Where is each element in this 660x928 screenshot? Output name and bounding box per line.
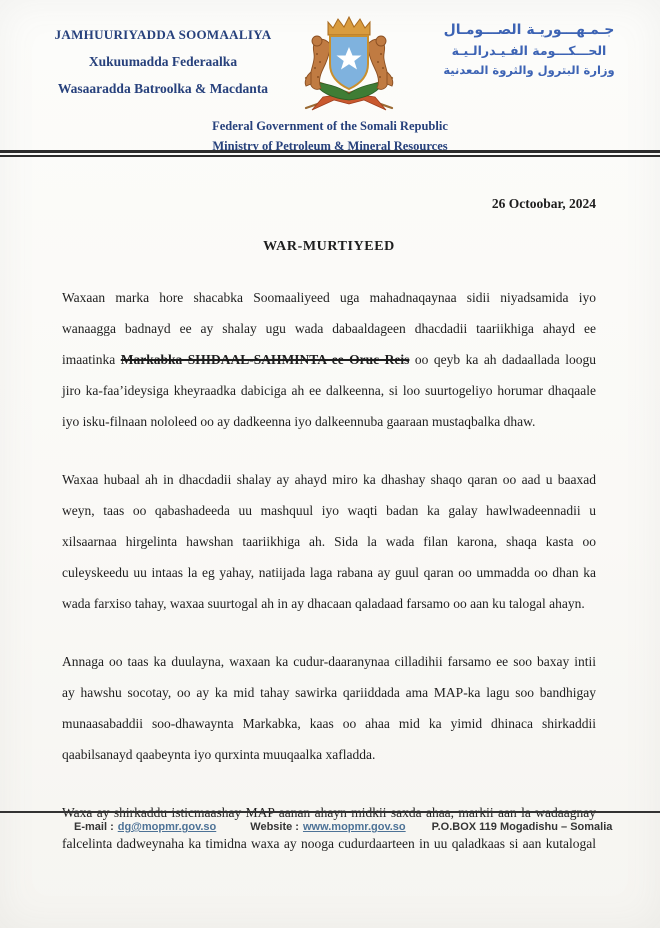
- body-line: jiro ka-faa’ideysiga kheyraadka dabiciga ah ee dalkeenna, si loo suurtogeliyo horumar dhaqaale: [62, 383, 596, 398]
- body-line: wanaagga badnayd ee ay shalay ugu wada dabaaldageen dhacdadii taariikhiga ahayd ee: [62, 321, 596, 336]
- website-link[interactable]: www.mopmr.gov.so: [302, 821, 406, 833]
- letter-body: [62, 196, 596, 873]
- body-line: wada farxiso tahay, waxaa suurtogal ah in ay dhacaan qaladaad farsamo oo aan ku talogal ahayn.: [62, 596, 585, 611]
- letter-footer: [0, 811, 660, 833]
- ministry-name-english: Ministry of Petroleum & Mineral Resources: [212, 139, 448, 153]
- body-line: munaasabaddii soo-dhawaynta Markabka, kaas oo ahaa mid ka yimid dhinaca shirkaddii: [62, 716, 596, 731]
- body-line: qaabilsanayd qaabeynta iyo qurxinta muuqaalka xafladda.: [62, 747, 376, 762]
- ministry-name-somali: Wasaaradda Batroolka & Macdanta: [57, 81, 269, 96]
- pobox-text: P.O.BOX 119 Mogadishu – Somalia: [431, 821, 613, 833]
- letterhead-arabic-block: [414, 22, 644, 77]
- paragraph-1: [62, 282, 596, 437]
- body-line: ay hawshu socotay, oo ay ka mid tahay sawirka qariiddada ama MAP-ka lagu soo bandhigay: [62, 685, 596, 700]
- federal-government-arabic: الحـــكـــومة الفـيـدرالـيـة: [451, 43, 607, 58]
- body-line: weyn, taas oo qabashadeeda uu mashquul iyo waqti badan ka galay hawlwadeennadii u: [62, 503, 596, 518]
- email-label: E-mail :: [74, 821, 114, 833]
- federal-government-somali: Xukuumadda Federaalka: [88, 54, 238, 69]
- federal-government-english: Federal Government of the Somali Republic: [212, 119, 448, 133]
- document-date: 26 Octoobar, 2024: [491, 196, 596, 211]
- body-line: iyo isku-filnaan nololeed oo ay dadkeenna iyo dalkeennuba gaaraan mustaqbalka dhaw.: [62, 414, 536, 429]
- body-line: culeyskeedu uu intaas la eg yahay, natiijada laga rabana ay guul qaran oo ummadda oo dhan ka: [62, 565, 596, 580]
- document-title: WAR-MURTIYEED: [263, 239, 395, 254]
- body-line: Waxaa hubaal ah in dhacdadii shalay ay ahayd miro ka dhashay shaqo qaran oo aad u baaxad: [62, 472, 596, 487]
- body-line: falcelinta dadweynaha ka timidna waxa ay nooga cudurdaarteen in uu qaladkaas si aan kutalogal: [62, 836, 596, 851]
- somalia-coat-of-arms-icon: [284, 12, 414, 114]
- body-line: Waxaan marka hore shacabka Soomaaliyeed uga mahadnaqaynaa sidii niyadsamida iyo: [62, 290, 596, 305]
- email-link[interactable]: dg@mopmr.gov.so: [117, 821, 217, 833]
- ship-name-struck: Markabka SHIDAAL-SAHMINTA ee Oruc Reis: [120, 352, 410, 367]
- letterhead-divider: [0, 150, 660, 157]
- footer-contact-row: [0, 813, 660, 833]
- body-line: Annaga oo taas ka duulayna, waxaan ka cudur-daaranynaa cilladihii farsamo ee soo baxay intii: [62, 654, 596, 669]
- paragraph-2: [62, 464, 596, 619]
- body-line: [62, 344, 596, 375]
- body-line: Waxa ay shirkaddu isticmaashay MAP aanan ahayn midkii saxda ahaa, markii aan la wadaagnay: [62, 805, 596, 820]
- republic-name-somali: JAMHUURIYADDA SOOMAALIYA: [54, 27, 272, 42]
- ministry-name-arabic: وزارة البترول والثروة المعدنية: [443, 63, 615, 77]
- body-text: imaatinka: [62, 352, 121, 367]
- paragraph-3: [62, 646, 596, 770]
- letterhead-somali-block: [52, 27, 274, 97]
- republic-name-arabic: جـمـهـــوريـة الصـــومـال: [443, 22, 615, 38]
- body-line: xilsaarnaa hirgelinta hawshan taariikhiga ah. Sida la wada filan karona, shaqa kasta oo: [62, 534, 596, 549]
- website-label: Website :: [250, 821, 299, 833]
- body-text: oo qeyb ka ah dadaallada loogu: [409, 352, 596, 367]
